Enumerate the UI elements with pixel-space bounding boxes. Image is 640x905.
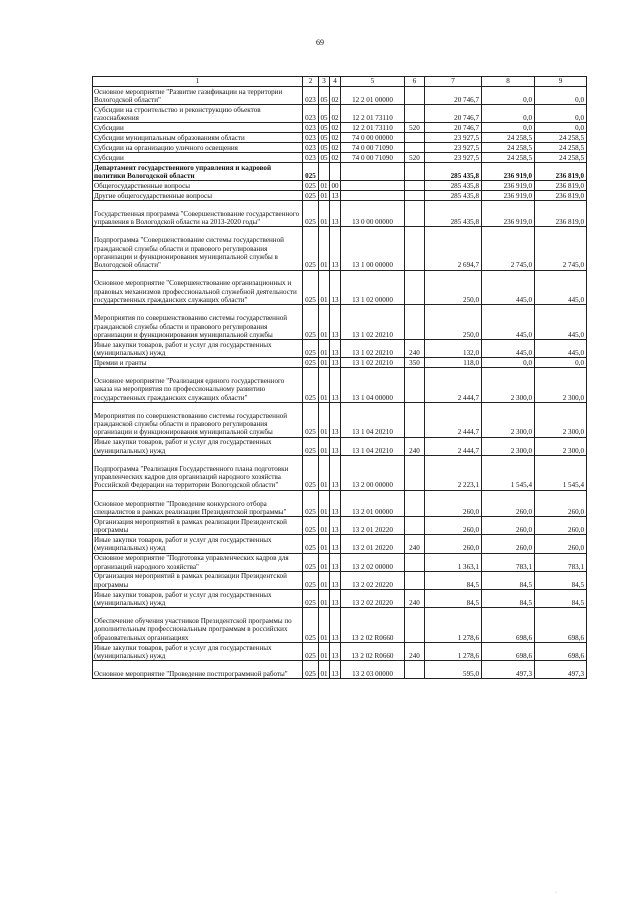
row-amount-year1: 23 927,5 — [425, 133, 482, 143]
row-code-target — [341, 191, 405, 201]
row-code-target: 13 2 03 00000 — [341, 661, 405, 679]
row-amount-year1: 2 694,7 — [425, 227, 482, 270]
row-code-ministry: 023 — [303, 133, 319, 143]
row-amount-year2: 236 919,0 — [482, 181, 535, 191]
row-amount-year2: 698,6 — [482, 608, 535, 643]
row-name-cell: Мероприятия по совершенствованию системы государственной гражданской службы области и правового регулирования организации и функционирования муниципальной службы — [93, 305, 303, 340]
row-code-ministry: 025 — [303, 181, 319, 191]
row-amount-year1: 260,0 — [425, 517, 482, 535]
row-amount-year2: 236 919,0 — [482, 162, 535, 180]
row-code-section: 01 — [319, 661, 330, 679]
row-name-cell: Премии и гранты — [93, 358, 303, 368]
table-row — [93, 358, 587, 368]
row-code-section: 01 — [319, 305, 330, 340]
row-amount-year3: 2 300,0 — [535, 368, 587, 403]
row-amount-year3: 698,6 — [535, 642, 587, 660]
row-code-subsection — [330, 162, 341, 180]
row-code-subsection: 13 — [330, 553, 341, 571]
row-code-section: 01 — [319, 571, 330, 589]
row-amount-year3: 0,0 — [535, 87, 587, 105]
header-cell: 7 — [425, 77, 482, 87]
row-code-subsection: 02 — [331, 123, 339, 132]
row-code-target: 13 1 02 20210 — [341, 305, 405, 340]
row-amount-year2: 445,0 — [482, 270, 535, 305]
row-amount-year3: 84,5 — [535, 590, 587, 608]
row-amount-year3: 497,3 — [535, 661, 587, 679]
row-code-section: 01 — [319, 517, 330, 535]
row-name-cell: Иные закупки товаров, работ и услуг для государственных (муниципальных) нужд — [93, 590, 303, 608]
row-code-ministry: 025 — [303, 437, 319, 455]
row-code-target: 13 2 01 20220 — [341, 535, 405, 553]
row-code-ministry: 023 — [303, 123, 319, 133]
row-amount-year1: 2 444,7 — [425, 402, 482, 437]
row-name-cell: Подпрограмма "Реализация Государственного плана подготовки управленческих кадров для организаций народного хозяйства Российской Федерации на территории Вологодской области" — [93, 455, 303, 490]
row-code-expense-type — [405, 105, 425, 123]
table-row — [93, 490, 587, 517]
row-amount-year3: 2 300,0 — [535, 437, 587, 455]
row-amount-year3: 445,0 — [535, 340, 587, 358]
row-code-ministry: 025 — [303, 535, 319, 553]
row-amount-year2: 698,6 — [482, 642, 535, 660]
row-amount-year1: 260,0 — [425, 490, 482, 517]
row-code-expense-type — [405, 305, 425, 340]
table-row — [93, 455, 587, 490]
row-amount-year2: 1 545,4 — [482, 455, 535, 490]
row-name-cell: Основное мероприятие "Проведение конкурсного отбора специалистов в рамках реализации Президентской программы" — [93, 490, 303, 517]
row-name-cell: Иные закупки товаров, работ и услуг для государственных (муниципальных) нужд — [93, 642, 303, 660]
row-code-ministry: 025 — [303, 340, 319, 358]
row-amount-year2: 24 258,5 — [482, 133, 535, 143]
row-code-ministry: 025 — [303, 270, 319, 305]
row-code-expense-type — [405, 227, 425, 270]
table-row — [93, 535, 587, 553]
row-amount-year3: 2 300,0 — [535, 402, 587, 437]
row-name-cell: Иные закупки товаров, работ и услуг для государственных (муниципальных) нужд — [93, 535, 303, 553]
row-code-subsection: 13 — [330, 437, 341, 455]
corner-mark: · — [555, 890, 557, 896]
row-amount-year2: 2 300,0 — [482, 437, 535, 455]
row-name-cell: Иные закупки товаров, работ и услуг для государственных (муниципальных) нужд — [93, 437, 303, 455]
row-code-section: 01 — [319, 535, 330, 553]
row-amount-year1: 285 435,8 — [425, 181, 482, 191]
row-amount-year2: 0,0 — [482, 105, 535, 123]
row-code-subsection: 13 — [330, 402, 341, 437]
row-name-cell: Основное мероприятие "Развитие газификации на территории Вологодской области" — [93, 87, 303, 105]
row-code-section: 01 — [319, 553, 330, 571]
row-code-target: 13 2 02 R0660 — [341, 642, 405, 660]
header-row — [93, 77, 587, 87]
row-amount-year2: 260,0 — [482, 517, 535, 535]
row-code-target: 12 2 01 73110 — [341, 105, 405, 123]
row-code-section: 01 — [319, 437, 330, 455]
row-code-subsection: 02 — [330, 87, 341, 105]
row-code-expense-type — [405, 191, 425, 201]
row-code-ministry: 023 — [303, 153, 319, 163]
header-cell: 1 — [93, 77, 303, 87]
row-name-cell: Общегосударственные вопросы — [93, 181, 303, 191]
row-code-section: 01 — [319, 270, 330, 305]
row-name-cell: Мероприятия по совершенствованию системы государственной гражданской службы области и правового регулирования организации и функционирования муниципальной службы — [93, 402, 303, 437]
row-amount-year3: 24 258,5 — [535, 133, 587, 143]
row-code-ministry: 023 — [303, 105, 319, 123]
row-code-ministry: 025 — [303, 661, 319, 679]
header-cell: 5 — [341, 77, 405, 87]
row-code-expense-type: 350 — [405, 358, 425, 368]
table-row — [93, 123, 587, 133]
row-amount-year1: 132,0 — [425, 340, 482, 358]
row-code-ministry: 025 — [303, 162, 319, 180]
row-code-subsection: 02 — [331, 133, 339, 142]
row-amount-year2: 445,0 — [482, 340, 535, 358]
row-amount-year3: 260,0 — [535, 490, 587, 517]
row-amount-year3: 236 819,0 — [535, 162, 587, 180]
row-code-subsection: 13 — [330, 608, 341, 643]
row-name-cell: Основное мероприятие "Проведение постпрограммной работы" — [93, 661, 303, 679]
header-cell: 4 — [330, 77, 341, 87]
row-code-ministry: 025 — [303, 455, 319, 490]
row-code-expense-type — [405, 608, 425, 643]
row-amount-year1: 250,0 — [425, 305, 482, 340]
row-code-target — [341, 162, 405, 180]
table-row — [93, 642, 587, 660]
row-code-target: 13 1 04 20210 — [341, 402, 405, 437]
row-amount-year2: 260,0 — [482, 535, 535, 553]
row-code-subsection: 13 — [330, 340, 341, 358]
table-row — [93, 181, 587, 191]
row-code-section: 01 — [320, 181, 328, 190]
row-code-target: 13 1 04 20210 — [341, 437, 405, 455]
row-code-target: 12 2 01 73110 — [341, 123, 405, 133]
header-cell: 3 — [319, 77, 330, 87]
row-amount-year2: 84,5 — [482, 571, 535, 589]
row-code-ministry: 025 — [303, 358, 319, 368]
row-code-subsection: 13 — [331, 358, 339, 367]
row-amount-year1: 2 444,7 — [425, 437, 482, 455]
row-code-ministry: 025 — [303, 517, 319, 535]
row-code-expense-type — [405, 87, 425, 105]
row-name-cell: Подпрограмма "Совершенствование системы государственной гражданской службы области и правового регулирования организации и функционирования муниципальной службы в Вологодской области" — [93, 227, 303, 270]
row-amount-year3: 24 258,5 — [535, 153, 587, 163]
row-name-cell: Организация мероприятий в рамках реализации Президентской программы — [93, 517, 303, 535]
row-code-ministry: 025 — [303, 191, 319, 201]
row-code-section: 05 — [320, 133, 328, 142]
row-code-expense-type: 240 — [405, 642, 425, 660]
row-name-cell: Основное мероприятие "Реализация единого государственного заказа на мероприятия по профессиональному развитию государственных гражданских служащих области" — [93, 368, 303, 403]
row-amount-year3: 236 819,0 — [535, 181, 587, 191]
row-code-subsection: 13 — [330, 571, 341, 589]
table-row — [93, 608, 587, 643]
row-code-target: 13 2 02 20220 — [341, 571, 405, 589]
row-name-cell: Другие общегосударственные вопросы — [93, 191, 303, 201]
row-code-expense-type — [405, 133, 425, 143]
table-row — [93, 590, 587, 608]
row-code-target: 13 1 04 00000 — [341, 368, 405, 403]
row-amount-year2: 0,0 — [482, 123, 535, 133]
row-amount-year2: 2 300,0 — [482, 402, 535, 437]
row-code-expense-type — [405, 143, 425, 153]
row-code-section: 01 — [319, 340, 330, 358]
row-code-subsection: 13 — [330, 200, 341, 227]
row-amount-year1: 2 223,1 — [425, 455, 482, 490]
budget-table — [92, 76, 587, 679]
row-name-cell: Субсидии на строительство и реконструкцию объектов газоснабжения — [93, 105, 303, 123]
table-row — [93, 437, 587, 455]
row-code-ministry: 025 — [303, 590, 319, 608]
row-code-section: 01 — [319, 200, 330, 227]
row-code-expense-type — [405, 270, 425, 305]
row-code-expense-type — [405, 571, 425, 589]
row-name-cell: Основное мероприятие "Подготовка управленческих кадров для организаций народного хозяйства" — [93, 553, 303, 571]
table-row — [93, 133, 587, 143]
row-amount-year1: 1 278,6 — [425, 608, 482, 643]
row-amount-year1: 285 435,8 — [425, 200, 482, 227]
row-amount-year1: 285 435,8 — [425, 162, 482, 180]
row-code-section: 01 — [319, 590, 330, 608]
row-amount-year1: 23 927,5 — [425, 153, 482, 163]
row-code-expense-type — [405, 200, 425, 227]
row-amount-year2: 445,0 — [482, 305, 535, 340]
row-amount-year1: 250,0 — [425, 270, 482, 305]
header-cell: 2 — [303, 77, 319, 87]
row-amount-year2: 24 258,5 — [482, 153, 535, 163]
row-code-section: 05 — [320, 153, 328, 162]
row-name-cell: Организация мероприятий в рамках реализации Президентской программы — [93, 571, 303, 589]
row-code-section: 05 — [320, 123, 328, 132]
row-amount-year3: 445,0 — [535, 270, 587, 305]
table-row — [93, 661, 587, 679]
row-code-target: 13 1 00 00000 — [341, 227, 405, 270]
row-code-section: 01 — [319, 227, 330, 270]
row-amount-year1: 2 444,7 — [425, 368, 482, 403]
row-code-target: 13 2 01 00000 — [341, 490, 405, 517]
row-code-ministry: 025 — [303, 571, 319, 589]
row-code-expense-type — [405, 661, 425, 679]
row-code-subsection: 13 — [330, 642, 341, 660]
row-amount-year2: 260,0 — [482, 490, 535, 517]
row-amount-year1: 260,0 — [425, 535, 482, 553]
row-amount-year1: 23 927,5 — [425, 143, 482, 153]
row-code-target: 13 1 02 20210 — [341, 340, 405, 358]
row-amount-year2: 236 919,0 — [482, 191, 535, 201]
row-code-target — [341, 181, 405, 191]
row-code-ministry: 023 — [303, 87, 319, 105]
row-code-section: 05 — [320, 143, 328, 152]
row-amount-year3: 24 258,5 — [535, 143, 587, 153]
row-amount-year3: 783,1 — [535, 553, 587, 571]
row-code-target: 13 2 01 20220 — [341, 517, 405, 535]
row-code-ministry: 025 — [303, 402, 319, 437]
row-amount-year3: 84,5 — [535, 571, 587, 589]
header-cell: 6 — [405, 77, 425, 87]
row-amount-year3: 445,0 — [535, 305, 587, 340]
row-code-subsection: 13 — [330, 490, 341, 517]
row-amount-year1: 1 363,1 — [425, 553, 482, 571]
row-code-section: 01 — [319, 608, 330, 643]
table-row — [93, 191, 587, 201]
row-code-expense-type — [405, 162, 425, 180]
row-code-target: 13 0 00 00000 — [341, 200, 405, 227]
row-code-target: 74 0 00 71090 — [341, 143, 405, 153]
row-amount-year1: 285 435,8 — [425, 191, 482, 201]
table-row — [93, 571, 587, 589]
row-code-expense-type: 240 — [405, 590, 425, 608]
page-number: 69 — [316, 38, 324, 47]
row-code-target: 13 2 02 20220 — [341, 590, 405, 608]
row-code-target: 13 1 02 00000 — [341, 270, 405, 305]
row-amount-year3: 2 745,0 — [535, 227, 587, 270]
row-code-ministry: 023 — [303, 143, 319, 153]
row-code-section: 01 — [319, 490, 330, 517]
row-code-ministry: 025 — [303, 368, 319, 403]
table-row — [93, 227, 587, 270]
row-code-section: 01 — [319, 402, 330, 437]
table-row — [93, 87, 587, 105]
row-amount-year1: 595,0 — [425, 661, 482, 679]
row-amount-year3: 0,0 — [535, 105, 587, 123]
row-amount-year3: 236 819,0 — [535, 191, 587, 201]
row-name-cell: Государственная программа "Совершенствование государственного управления в Вологодской области на 2013-2020 годы" — [93, 200, 303, 227]
row-code-ministry: 025 — [303, 608, 319, 643]
row-amount-year2: 0,0 — [482, 87, 535, 105]
table-row — [93, 153, 587, 163]
row-code-subsection: 13 — [330, 590, 341, 608]
row-code-expense-type: 520 — [405, 123, 425, 133]
row-name-cell: Департамент государственного управления и кадровой политики Вологодской области — [93, 162, 303, 180]
row-amount-year1: 20 746,7 — [425, 105, 482, 123]
table-row — [93, 553, 587, 571]
row-amount-year2: 236 919,0 — [482, 200, 535, 227]
row-code-target: 74 0 00 71090 — [341, 153, 405, 163]
row-amount-year2: 0,0 — [482, 358, 535, 368]
table-row — [93, 340, 587, 358]
row-amount-year3: 1 545,4 — [535, 455, 587, 490]
row-code-ministry: 025 — [303, 200, 319, 227]
row-name-cell: Субсидии — [93, 153, 303, 163]
row-name-cell: Основное мероприятие "Совершенствование организационных и правовых механизмов профессиональной служебной деятельности государственных гражданских служащих области" — [93, 270, 303, 305]
row-name-cell: Субсидии муниципальным образованиям области — [93, 133, 303, 143]
row-code-subsection: 13 — [330, 270, 341, 305]
table-row — [93, 162, 587, 180]
row-amount-year1: 1 278,6 — [425, 642, 482, 660]
row-code-subsection: 13 — [331, 191, 339, 200]
row-name-cell: Субсидии на организацию уличного освещения — [93, 143, 303, 153]
row-code-section: 01 — [319, 455, 330, 490]
row-code-ministry: 025 — [303, 642, 319, 660]
row-code-subsection: 02 — [331, 153, 339, 162]
row-amount-year3: 260,0 — [535, 535, 587, 553]
row-code-target: 13 1 02 20210 — [341, 358, 405, 368]
row-amount-year3: 260,0 — [535, 517, 587, 535]
row-name-cell: Субсидии — [93, 123, 303, 133]
row-amount-year3: 0,0 — [535, 123, 587, 133]
row-code-subsection: 13 — [330, 227, 341, 270]
row-code-expense-type: 240 — [405, 535, 425, 553]
row-code-subsection: 00 — [331, 181, 339, 190]
row-amount-year2: 2 745,0 — [482, 227, 535, 270]
row-code-target: 13 2 02 00000 — [341, 553, 405, 571]
row-name-cell: Иные закупки товаров, работ и услуг для государственных (муниципальных) нужд — [93, 340, 303, 358]
row-code-section: 01 — [319, 642, 330, 660]
row-code-ministry: 025 — [303, 553, 319, 571]
row-amount-year1: 118,0 — [425, 358, 482, 368]
row-code-target: 13 2 02 R0660 — [341, 608, 405, 643]
row-code-subsection: 13 — [330, 535, 341, 553]
table-row — [93, 368, 587, 403]
row-code-expense-type — [405, 368, 425, 403]
row-code-subsection: 13 — [330, 368, 341, 403]
row-code-expense-type — [405, 455, 425, 490]
table-row — [93, 200, 587, 227]
table-row — [93, 105, 587, 123]
row-amount-year2: 783,1 — [482, 553, 535, 571]
row-amount-year2: 24 258,5 — [482, 143, 535, 153]
row-code-ministry: 025 — [303, 305, 319, 340]
row-code-section: 01 — [320, 191, 328, 200]
row-code-expense-type — [405, 490, 425, 517]
row-code-target: 13 2 00 00000 — [341, 455, 405, 490]
row-code-expense-type: 240 — [405, 340, 425, 358]
row-code-subsection: 02 — [331, 143, 339, 152]
row-amount-year2: 497,3 — [482, 661, 535, 679]
row-amount-year2: 84,5 — [482, 590, 535, 608]
row-code-expense-type — [405, 181, 425, 191]
row-name-cell: Обеспечение обучения участников Президентской программы по дополнительным профессиональным программам в российских образовательных организациях — [93, 608, 303, 643]
row-code-target: 74 0 00 00000 — [341, 133, 405, 143]
row-amount-year3: 236 819,0 — [535, 200, 587, 227]
row-code-section: 01 — [319, 368, 330, 403]
row-code-target: 12 2 01 00000 — [341, 87, 405, 105]
row-amount-year2: 2 300,0 — [482, 368, 535, 403]
row-code-ministry: 025 — [303, 227, 319, 270]
table-row — [93, 143, 587, 153]
header-cell: 9 — [535, 77, 587, 87]
row-code-subsection: 13 — [330, 661, 341, 679]
row-code-section: 05 — [319, 105, 330, 123]
row-amount-year1: 84,5 — [425, 590, 482, 608]
table-row — [93, 402, 587, 437]
table-row — [93, 270, 587, 305]
table-row — [93, 305, 587, 340]
row-amount-year1: 20 746,7 — [425, 123, 482, 133]
row-amount-year1: 84,5 — [425, 571, 482, 589]
row-code-expense-type — [405, 553, 425, 571]
row-amount-year3: 698,6 — [535, 608, 587, 643]
row-code-expense-type: 240 — [405, 437, 425, 455]
row-code-ministry: 025 — [303, 490, 319, 517]
row-code-section: 05 — [319, 87, 330, 105]
row-code-section: 01 — [320, 358, 328, 367]
row-code-subsection: 13 — [330, 517, 341, 535]
row-code-expense-type: 520 — [405, 153, 425, 163]
row-code-subsection: 13 — [330, 455, 341, 490]
row-amount-year3: 0,0 — [535, 358, 587, 368]
row-amount-year1: 20 746,7 — [425, 87, 482, 105]
row-code-subsection: 13 — [330, 305, 341, 340]
table-row — [93, 517, 587, 535]
row-code-expense-type — [405, 402, 425, 437]
row-code-section — [319, 162, 330, 180]
row-code-subsection: 02 — [330, 105, 341, 123]
row-code-expense-type — [405, 517, 425, 535]
header-cell: 8 — [482, 77, 535, 87]
